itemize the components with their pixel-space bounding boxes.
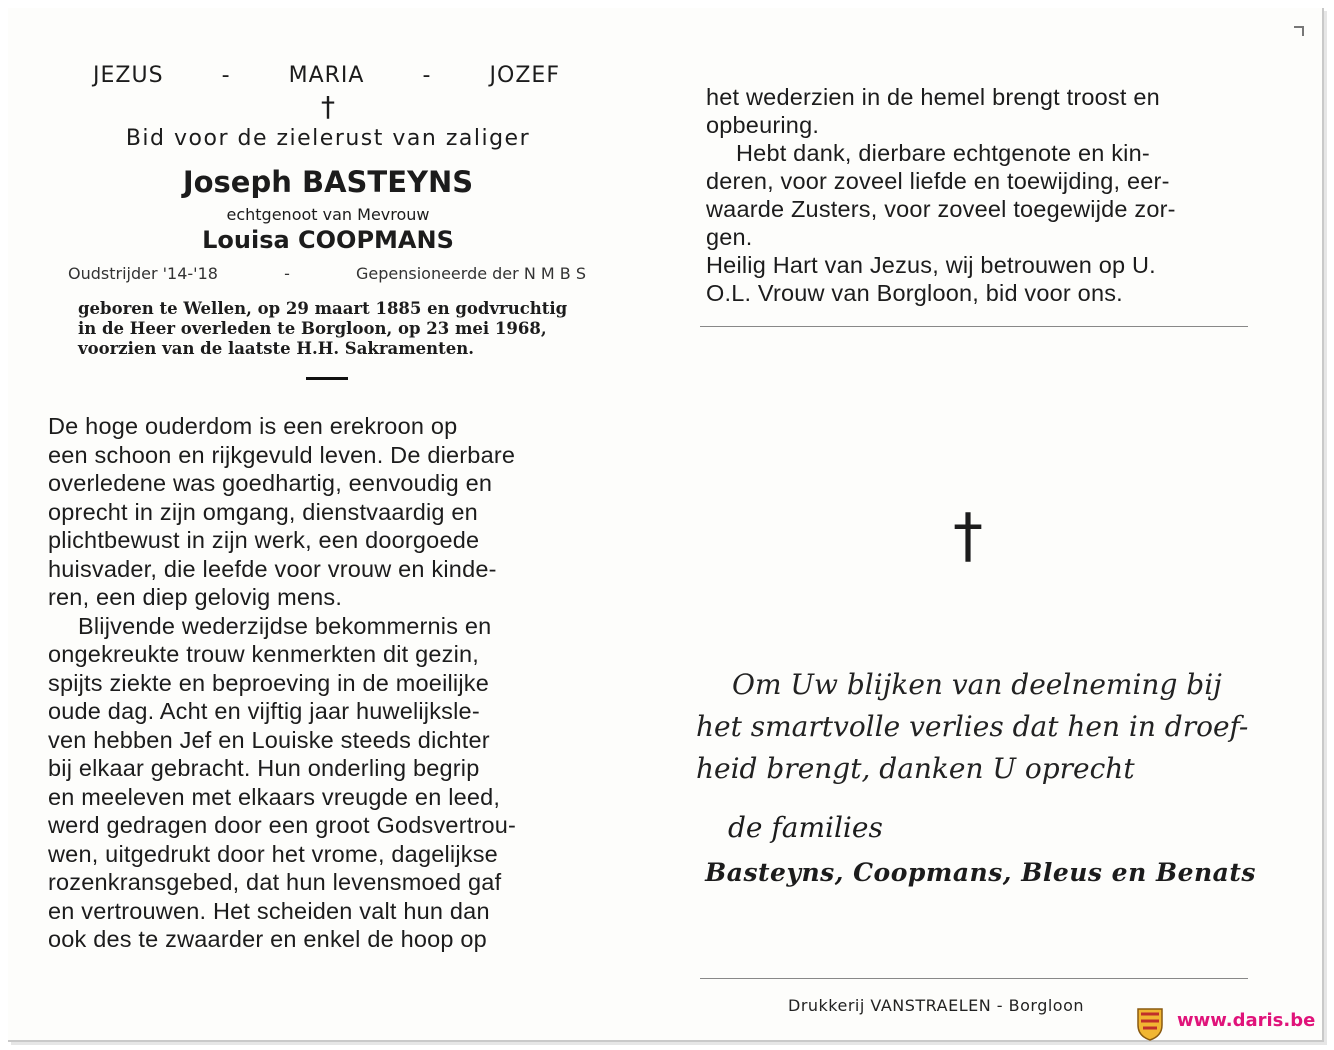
text-line: ren, een diep gelovig mens. — [48, 584, 343, 610]
text-line: het wederzien in de hemel brengt troost en — [706, 84, 1160, 110]
text-line: ven hebben Jef en Louiske steeds dichter — [48, 726, 490, 753]
role-pensioner: Gepensioneerde der N M B S — [355, 264, 586, 283]
text-line: gen. — [706, 224, 753, 250]
text-line: plichtbewust in zijn werk, een doorgoede — [48, 527, 480, 553]
memorial-card — [8, 8, 1324, 1042]
spouse-label: echtgenoot van Mevrouw — [226, 205, 430, 224]
text-line: rozenkransgebed, dat hun levensmoed gaf — [48, 869, 502, 895]
text-line: en meeleven met elkaars vreugde en leed, — [48, 783, 501, 810]
text-line: Heilig Hart van Jezus, wij betrouwen op U. — [706, 252, 1156, 278]
text-line: spijts ziekte en beproeving in de moeilijke — [48, 669, 489, 696]
text-line: wen, uitgedrukt door het vrome, dagelijkse — [48, 840, 498, 867]
text-line: overledene was goedhartig, eenvoudig en — [48, 470, 493, 496]
text-line: waarde Zusters, voor zoveel toegewijde zor- — [706, 196, 1176, 222]
text-line: een schoon en rijkgevuld leven. De dierbare — [48, 441, 516, 468]
thanks-message — [696, 664, 1256, 790]
invocation — [48, 63, 600, 88]
bio — [78, 299, 608, 359]
families-label: de families — [728, 811, 883, 844]
text-line: werd gedragen door een groot Godsvertrou- — [48, 812, 517, 838]
thanks-line: het smartvolle verlies dat hen in droef- — [696, 710, 1249, 743]
text-line: opbeuring. — [706, 112, 820, 138]
corner-mark — [1294, 26, 1304, 36]
right-body-text — [706, 83, 1253, 307]
watermark[interactable]: www.daris.be — [1177, 1010, 1316, 1031]
text-line: ongekreukte trouw kenmerkten dit gezin, — [48, 641, 480, 667]
invocation-jezus: JEZUS — [93, 63, 164, 88]
text-line: deren, voor zoveel liefde en toewijding, eer- — [706, 168, 1170, 194]
prayer-line: Bid voor de zielerust van zaliger — [125, 126, 531, 151]
thanks-line: heid brengt, danken U oprecht — [696, 752, 1135, 785]
text-line: Blijvende wederzijdse bekommernis en — [78, 612, 492, 639]
invocation-sep-2: - — [422, 63, 432, 88]
text-line: oprecht in zijn omgang, dienstvaardig en — [48, 498, 478, 525]
role-separator: - — [284, 264, 290, 283]
crest-logo-icon — [1135, 1005, 1165, 1041]
text-line: en vertrouwen. Het scheiden valt hun dan — [48, 897, 490, 924]
bio-line: in de Heer overleden te Borgloon, op 23 mei 1968, — [78, 319, 547, 338]
right-panel — [698, 83, 1253, 307]
thanks-line: Om Uw blijken van deelneming bij — [732, 668, 1222, 701]
text-line: De hoge ouderdom is een erekroon op — [48, 413, 458, 439]
invocation-sep-1: - — [221, 63, 231, 88]
text-line: Hebt dank, dierbare echtgenote en kin- — [736, 140, 1150, 166]
text-line: huisvader, die leefde voor vrouw en kinde- — [48, 555, 497, 582]
bottom-rule — [700, 978, 1248, 979]
invocation-maria: MARIA — [288, 63, 365, 88]
top-rule — [700, 326, 1248, 327]
printer-credit: Drukkerij VANSTRAELEN - Borgloon — [788, 996, 1085, 1015]
text-line: O.L. Vrouw van Borgloon, bid voor ons. — [706, 280, 1123, 306]
invocation-jozef: JOZEF — [489, 63, 560, 88]
role-veteran: Oudstrijder '14-'18 — [68, 264, 218, 283]
family-names: Basteyns, Coopmans, Bleus en Benats — [705, 858, 1256, 887]
large-cross-icon: † — [953, 501, 983, 571]
divider-dash — [306, 377, 348, 380]
text-line: bij elkaar gebracht. Hun onderling begrip — [48, 755, 480, 781]
text-line: oude dag. Acht en vijftig jaar huwelijksle- — [48, 698, 480, 724]
left-body-text — [48, 412, 600, 954]
bio-line: voorzien van de laatste H.H. Sakramenten. — [78, 339, 475, 358]
left-panel — [48, 63, 600, 954]
bio-line: geboren te Wellen, op 29 maart 1885 en godvruchtig — [78, 299, 568, 318]
text-line: ook des te zwaarder en enkel de hoop op — [48, 926, 487, 952]
roles — [48, 264, 608, 283]
deceased-name: Joseph BASTEYNS — [182, 165, 474, 199]
spouse-name: Louisa COOPMANS — [202, 226, 454, 254]
cross-icon: † — [321, 90, 335, 123]
